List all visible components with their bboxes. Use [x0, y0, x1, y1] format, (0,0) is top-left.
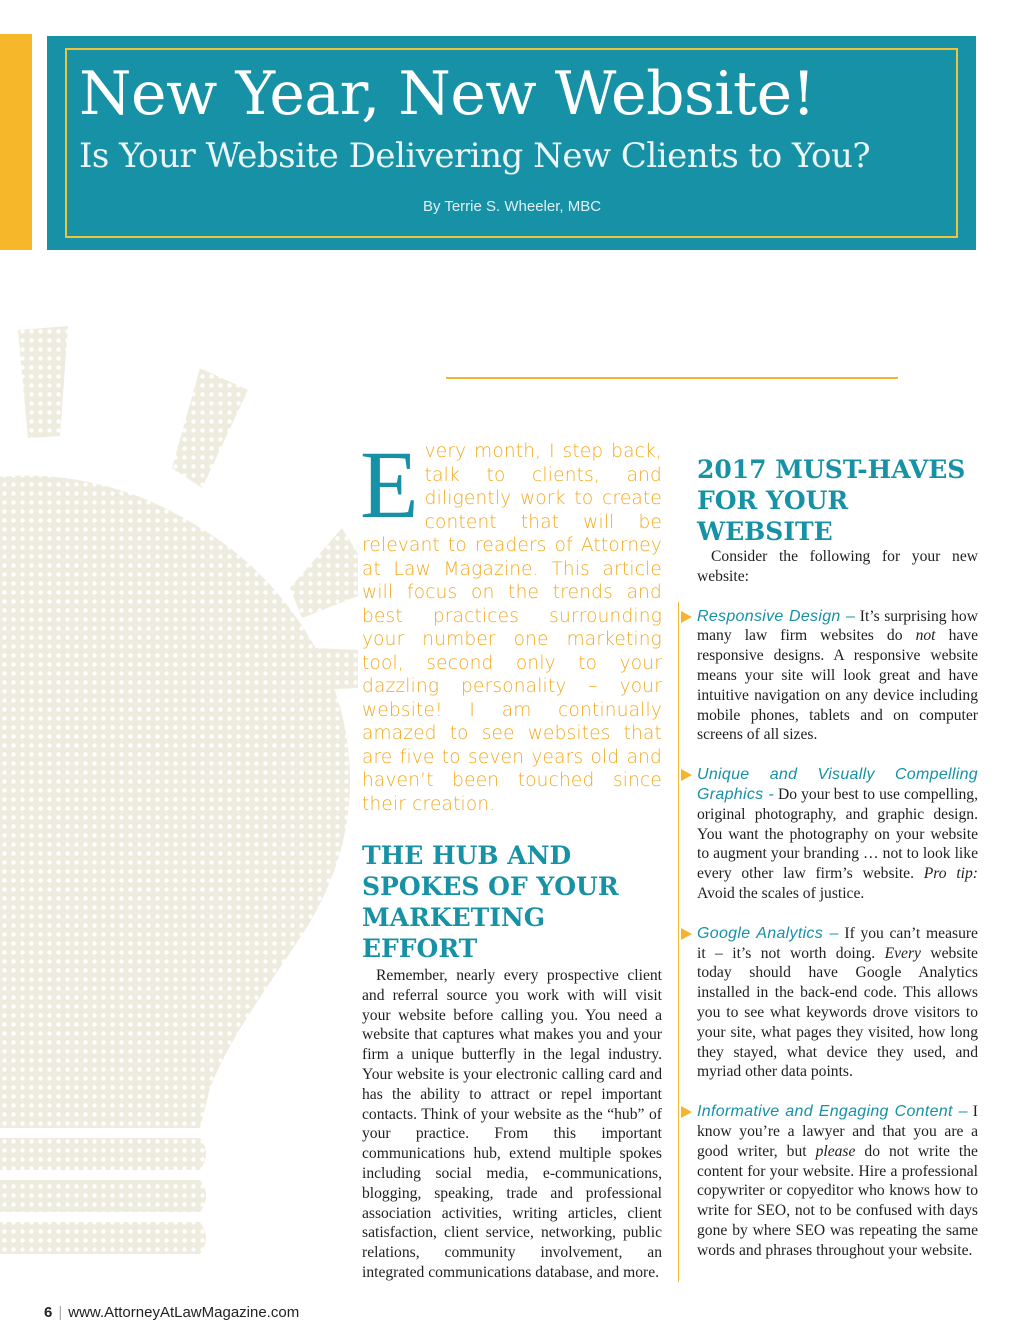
item-lead: Google Analytics –: [697, 924, 839, 942]
hub-heading: THE HUB AND SPOKES OF YOUR MARKETING EFFORT: [362, 841, 619, 963]
article-title: New Year, New Website!: [79, 59, 816, 129]
item-emphasis: not: [915, 627, 936, 645]
triangle-bullet-icon: [681, 928, 692, 940]
page-number: 6: [44, 1304, 53, 1321]
must-have-item: [697, 1102, 978, 1260]
item-text: have responsive designs. A responsive website means your site will look great and have intuitive navigation on any device including mobile phones, tablets and on computer screens of all sizes.: [697, 627, 979, 744]
gold-vertical-line: [678, 602, 679, 1282]
must-haves-intro: Consider the following for your new website:: [697, 548, 978, 585]
item-lead: Responsive Design –: [697, 607, 856, 625]
item-emphasis: please: [815, 1142, 856, 1160]
intro-paragraph: very month, I step back, talk to clients, and diligently work to create content that will be relevant to readers of Attorney at Law Magazine. This article will focus on the trends and best practices surrounding your number one marketing tool, second only to your dazzling personality – your website! I am continually amazed to see websites that are five to seven years old and haven’t been touched since their creation.: [362, 441, 662, 815]
footer-separator: |: [58, 1304, 63, 1321]
lightbulb-illustration: [0, 318, 360, 1318]
item-lead: Unique and Visually Compelling Graphics -: [697, 766, 978, 803]
byline: By Terrie S. Wheeler, MBC: [422, 198, 602, 215]
must-have-item: [697, 924, 978, 1082]
item-text: I know you’re a lawyer and that you are a good writer, but: [697, 1103, 978, 1160]
drop-cap: E: [360, 431, 419, 538]
right-column: [682, 454, 978, 1261]
item-emphasis: Every: [884, 944, 921, 962]
article-subtitle: Is Your Website Delivering New Clients to You?: [79, 136, 871, 176]
hub-body: Remember, nearly every prospective client and referral source you work with will visit your website before calling you. You need a website that captures what makes you and your firm a unique butterfly in the legal industry. Your website is your electronic calling card and has the ability to attract or repel important contacts. Think of your website as the “hub” of your practice. From this important communications hub, extend multiple spokes including social media, e-communications, blogging, speaking, trade and professional association activities, writing articles, client satisfaction, client service, networking, public relations, community involvement, an integrated communications database, and more.: [362, 967, 662, 1281]
triangle-bullet-icon: [681, 769, 692, 781]
yellow-side-bar: [0, 34, 32, 250]
gold-divider: [446, 377, 898, 379]
item-text: do not write the content for your website. Hire a professional copywriter or copyeditor who knows how to write for SEO, not to be confused with days gone by where SEO was repeating the same words and phrases throughout your website.: [697, 1142, 978, 1259]
item-emphasis: Pro tip:: [923, 865, 978, 883]
must-have-item: [697, 607, 978, 746]
item-text: website today should have Google Analytics installed in the back-end code. This allows you to see what keywords drove visitors to your site, what pages they visited, how long they stayed, what device they used, and myriad other data points.: [697, 944, 978, 1081]
item-text: It’s surprising how many law firm websites do: [697, 607, 978, 645]
must-have-item: [697, 765, 978, 904]
item-text: If you can’t measure it – it’s not worth doing.: [697, 924, 978, 962]
page-footer: [44, 1304, 299, 1321]
triangle-bullet-icon: [681, 611, 692, 623]
triangle-bullet-icon: [681, 1106, 692, 1118]
item-lead: Informative and Engaging Content –: [697, 1103, 968, 1121]
item-text: Do your best to use compelling, original photography, and graphic design. You want the photography on your website to augment your branding … not to look like every other law firm’s website.: [697, 785, 978, 883]
must-haves-heading: 2017 MUST-HAVES FOR YOUR WEBSITE: [697, 455, 966, 546]
item-text: Avoid the scales of justice.: [697, 884, 865, 902]
left-column: [360, 431, 662, 1283]
footer-url[interactable]: www.AttorneyAtLawMagazine.com: [68, 1304, 300, 1321]
